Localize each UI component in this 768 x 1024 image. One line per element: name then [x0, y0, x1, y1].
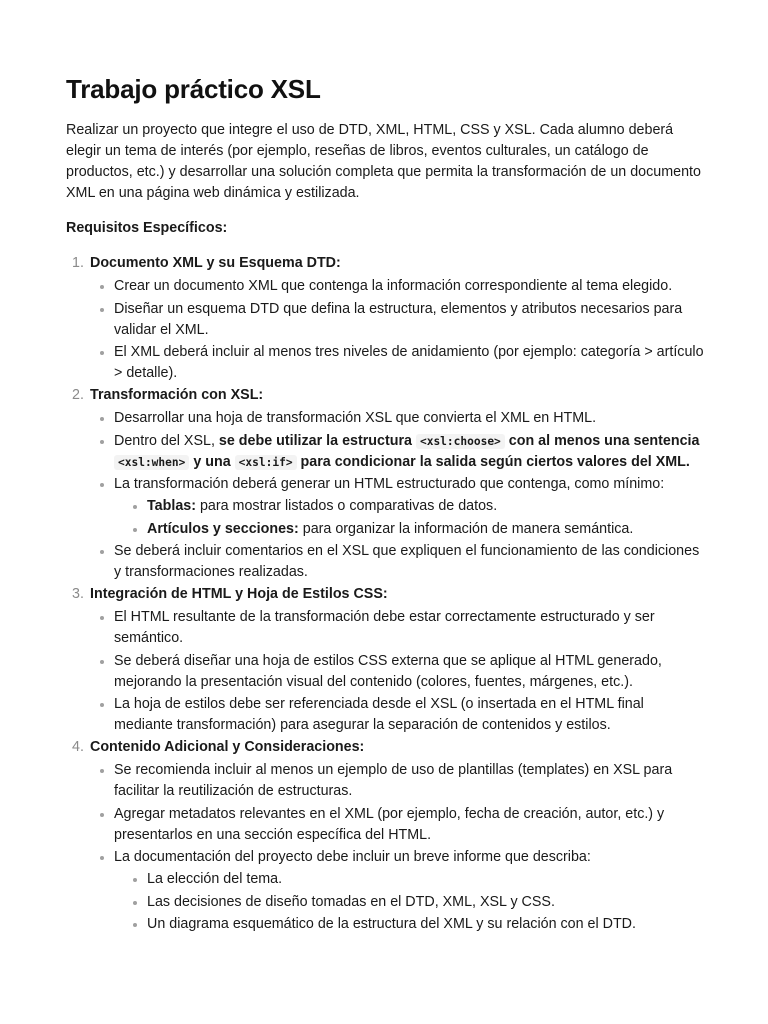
list-item: [90, 607, 706, 649]
bullet-list: [90, 276, 706, 384]
bullet-list: [90, 408, 706, 583]
requirements-list: [66, 253, 706, 935]
emphasis-text: se debe utilizar la estructura: [218, 432, 412, 449]
list-item: [90, 651, 706, 693]
sub-item-text: Las decisiones de diseño tomadas en el DTD, XML, XSL y CSS.: [147, 893, 555, 910]
list-item-text: Se recomienda incluir al menos un ejemplo de uso de plantillas (templates) en XSL para facilitar la reutilización de estructuras.: [114, 762, 673, 799]
section-number: 3.: [72, 586, 84, 602]
section-title: Documento XML y su Esquema DTD:: [90, 255, 341, 271]
bullet-dot-icon: [133, 901, 137, 905]
list-item: [90, 804, 706, 846]
bullet-dot-icon: [100, 616, 104, 620]
code-snippet: <xsl:when>: [114, 455, 189, 470]
list-item-text: Desarrollar una hoja de transformación XSL que convierta el XML en HTML.: [114, 410, 597, 426]
sub-item-text: para mostrar listados o comparativas de datos.: [196, 498, 498, 514]
code-snippet: <xsl:choose>: [416, 434, 505, 449]
list-item-text: El XML deberá incluir al menos tres niveles de anidamiento (por ejemplo: categoría > artículo > detalle).: [114, 344, 704, 381]
list-item-text: Se deberá diseñar una hoja de estilos CSS externa que se aplique al HTML generado, mejorando la presentación visual del contenido (colores, fuentes, márgenes, etc.).: [114, 652, 662, 690]
section-item: [66, 385, 706, 583]
bullet-dot-icon: [100, 417, 104, 421]
list-item: [90, 694, 706, 736]
emphasis-text: con al menos una sentencia: [508, 432, 700, 449]
bullet-dot-icon: [100, 483, 104, 487]
list-item-text: El HTML resultante de la transformación debe estar correctamente estructurado y ser semántico.: [114, 609, 655, 646]
list-item: [90, 408, 706, 429]
section-item: [66, 737, 706, 935]
bullet-dot-icon: [133, 878, 137, 882]
list-item: [90, 342, 706, 384]
sub-bullet-list: [114, 496, 706, 540]
bullet-dot-icon: [100, 703, 104, 707]
list-item: [90, 431, 706, 473]
code-snippet: <xsl:if>: [235, 455, 297, 470]
section-title: Contenido Adicional y Consideraciones:: [90, 739, 365, 755]
bullet-dot-icon: [100, 550, 104, 554]
list-item-text: La transformación deberá generar un HTML estructurado que contenga, como mínimo:: [114, 476, 665, 492]
section-item: [66, 584, 706, 736]
sub-item-text: La elección del tema.: [147, 871, 283, 887]
bullet-dot-icon: [100, 769, 104, 773]
bullet-dot-icon: [133, 505, 137, 509]
section-number: 1.: [72, 255, 84, 271]
page-title: Trabajo práctico XSL: [66, 74, 321, 104]
section-item: [66, 253, 706, 384]
bullet-dot-icon: [100, 856, 104, 860]
list-item: [90, 276, 706, 297]
emphasis-text: y una: [193, 453, 231, 470]
bullet-dot-icon: [133, 528, 137, 532]
sub-item-text: para organizar la información de manera semántica.: [298, 520, 634, 537]
sub-item-label: Artículos y secciones:: [147, 520, 299, 537]
list-item: [90, 474, 706, 540]
bullet-dot-icon: [133, 923, 137, 927]
requirements-heading: Requisitos Específicos:: [66, 220, 228, 236]
bullet-dot-icon: [100, 308, 104, 312]
list-item: [90, 299, 706, 341]
bullet-dot-icon: [100, 285, 104, 289]
list-item: [90, 847, 706, 935]
list-item-text: Crear un documento XML que contenga la información correspondiente al tema elegido.: [114, 278, 673, 294]
list-item: [90, 541, 706, 583]
section-number: 2.: [72, 387, 84, 403]
list-item-text: Agregar metadatos relevantes en el XML (por ejemplo, fecha de creación, autor, etc.) y presentarlos en una sección específica del HTML.: [114, 805, 665, 843]
sub-bullet-list: [114, 869, 706, 935]
list-item-text: Se deberá incluir comentarios en el XSL que expliquen el funcionamiento de las condiciones y transformaciones realizadas.: [114, 543, 700, 580]
list-item: [90, 760, 706, 802]
list-item-text: La hoja de estilos debe ser referenciada desde el XSL (o insertada en el HTML final mediante transformación) para asegurar la separación de contenidos y estilos.: [114, 696, 644, 733]
bullet-list: [90, 760, 706, 935]
sub-list-item: [114, 914, 706, 935]
sub-list-item: [114, 869, 706, 890]
bullet-list: [90, 607, 706, 736]
list-item-text: Diseñar un esquema DTD que defina la estructura, elementos y atributos necesarios para validar el XML.: [114, 300, 683, 338]
section-title: Integración de HTML y Hoja de Estilos CSS:: [90, 586, 388, 602]
list-item-text: La documentación del proyecto debe incluir un breve informe que describa:: [114, 849, 591, 865]
document-page: [66, 72, 706, 935]
sub-list-item: [114, 496, 706, 517]
sub-list-item: [114, 892, 706, 913]
sub-item-label: Tablas:: [147, 498, 196, 514]
intro-paragraph: Realizar un proyecto que integre el uso de DTD, XML, HTML, CSS y XSL. Cada alumno deberá elegir un tema de interés (por ejemplo, reseñas de libros, eventos culturales, un catálogo de productos, etc.) y desarrollar una solución completa que permita la transformación de un documento XML en una página web dinámica y estilizada.: [66, 122, 701, 201]
section-number: 4.: [72, 739, 84, 755]
sub-list-item: [114, 519, 706, 540]
emphasis-text: para condicionar la salida según ciertos valores del XML.: [300, 453, 690, 470]
list-item-text-prefix: Dentro del XSL,: [114, 432, 219, 449]
section-title: Transformación con XSL:: [90, 387, 264, 403]
bullet-dot-icon: [100, 351, 104, 355]
bullet-dot-icon: [100, 660, 104, 664]
bullet-dot-icon: [100, 440, 104, 444]
sub-item-text: Un diagrama esquemático de la estructura del XML y su relación con el DTD.: [147, 916, 636, 932]
bullet-dot-icon: [100, 813, 104, 817]
